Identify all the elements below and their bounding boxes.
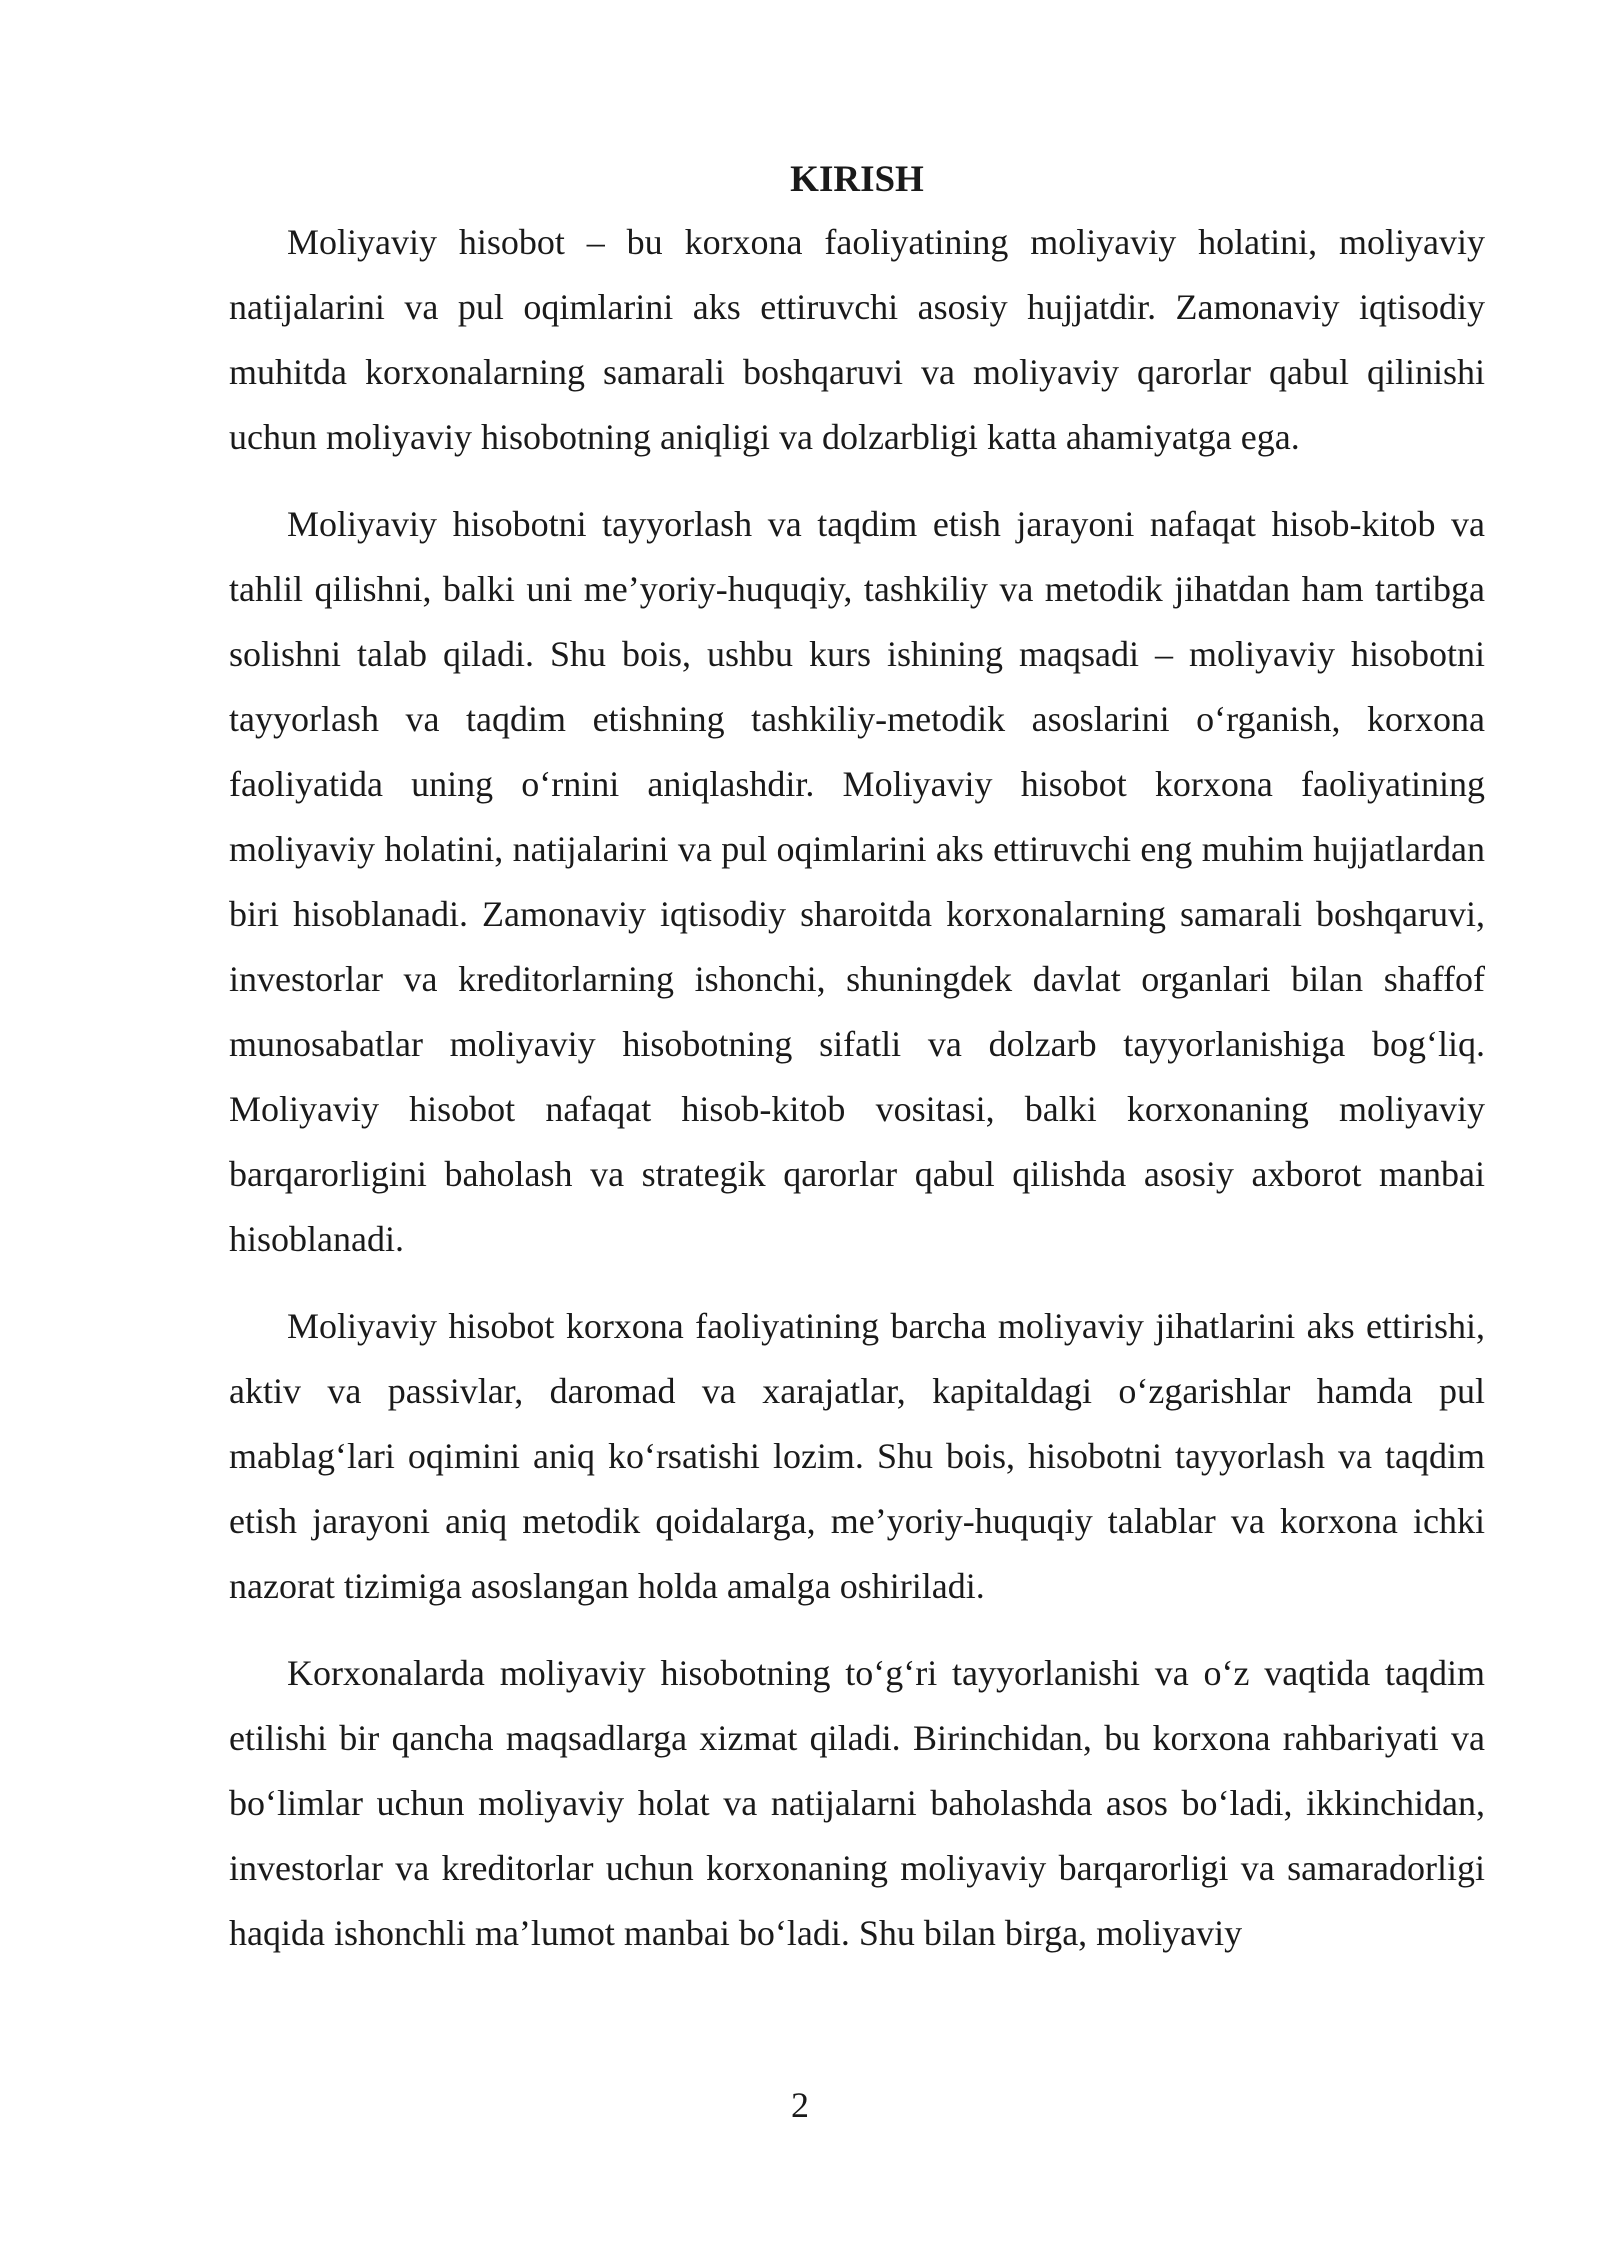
paragraph-3: Moliyaviy hisobot korxona faoliyatining barcha moliyaviy jihatlarini aks ettirishi, aktiv va passivlar, daromad va xarajatlar, kapitaldagi o‘zgarishlar hamda pul mablag‘lari oqimini aniq ko‘rsatishi lozim. Shu bois, hisobotni tayyorlash va taqdim etish jarayoni aniq metodik qoidalarga, me’yoriy-huquqiy talablar va korxona ichki nazorat tizimiga asoslangan holda amalga oshiriladi. (229, 1306, 1485, 1606)
page-number: 2 (791, 2085, 809, 2125)
paragraph-2: Moliyaviy hisobotni tayyorlash va taqdim etish jarayoni nafaqat hisob-kitob va tahlil qilishni, balki uni me’yoriy-huquqiy, tashkiliy va metodik jihatdan ham tartibga solishni talab qiladi. Shu bois, ushbu kurs ishining maqsadi – moliyaviy hisobotni tayyorlash va taqdim etishning tashkiliy-metodik asoslarini o‘rganish, korxona faoliyatida uning o‘rnini aniqlashdir. Moliyaviy hisobot korxona faoliyatining moliyaviy holatini, natijalarini va pul oqimlarini aks ettiruvchi eng muhim hujjatlardan biri hisoblanadi. Zamonaviy iqtisodiy sharoitda korxonalarning samarali boshqaruvi, investorlar va kreditorlarning ishonchi, shuningdek davlat organlari bilan shaffof munosabatlar moliyaviy hisobotning sifatli va dolzarb tayyorlanishiga bog‘liq. Moliyaviy hisobot nafaqat hisob-kitob vositasi, balki korxonaning moliyaviy barqarorligini baholash va strategik qarorlar qabul qilishda asosiy axborot manbai hisoblanadi. (229, 504, 1485, 1259)
document-page (229, 150, 1485, 1988)
page-title: KIRISH (790, 159, 924, 200)
paragraph-4: Korxonalarda moliyaviy hisobotning to‘g‘ri tayyorlanishi va o‘z vaqtida taqdim etilishi bir qancha maqsadlarga xizmat qiladi. Birinchidan, bu korxona rahbariyati va bo‘limlar uchun moliyaviy holat va natijalarni baholashda asos bo‘ladi, ikkinchidan, investorlar va kreditorlar uchun korxonaning moliyaviy barqarorligi va samaradorligi haqida ishonchli ma’lumot manbai bo‘ladi. Shu bilan birga, moliyaviy (229, 1653, 1485, 1953)
paragraph-1: Moliyaviy hisobot – bu korxona faoliyatining moliyaviy holatini, moliyaviy natijalarini va pul oqimlarini aks ettiruvchi asosiy hujjatdir. Zamonaviy iqtisodiy muhitda korxonalarning samarali boshqaruvi va moliyaviy qarorlar qabul qilinishi uchun moliyaviy hisobotning aniqligi va dolzarbligi katta ahamiyatga ega. (229, 222, 1485, 457)
